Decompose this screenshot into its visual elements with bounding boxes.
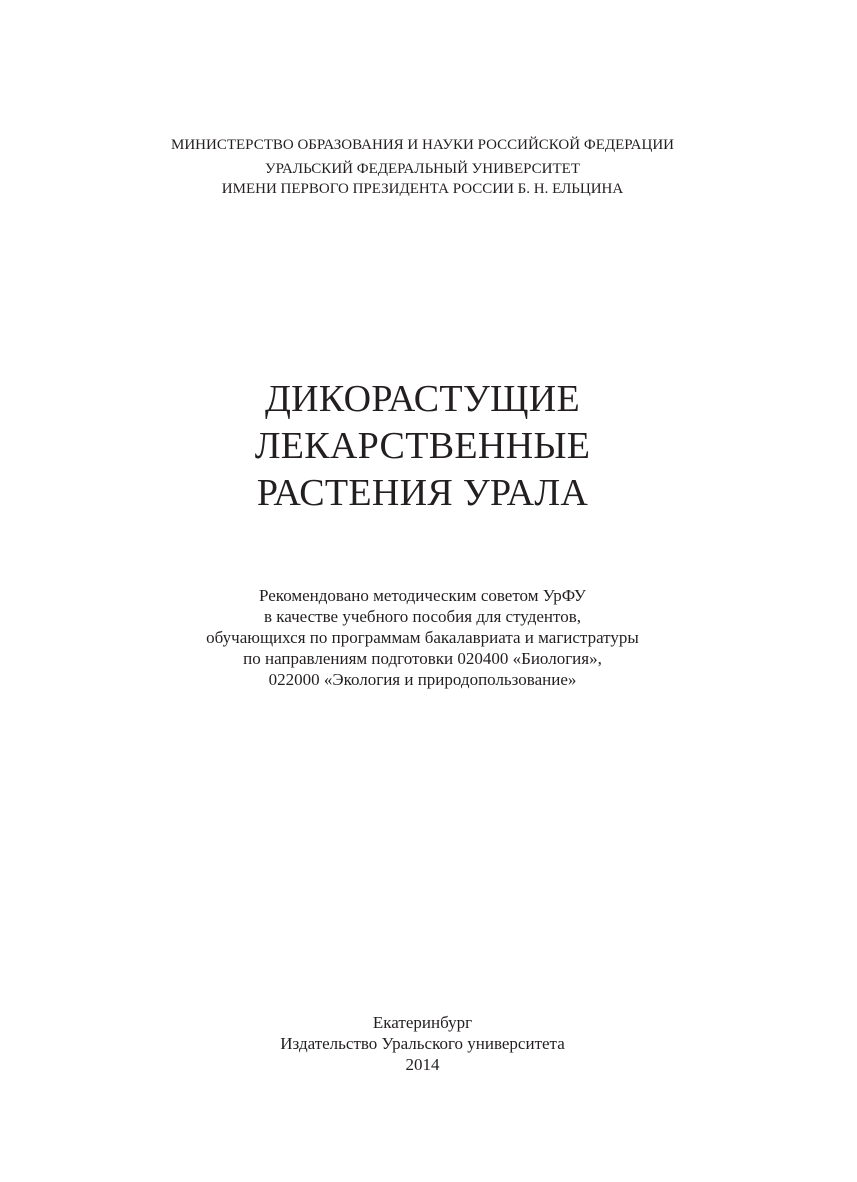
book-title	[0, 376, 845, 517]
university-name-line-2: ИМЕНИ ПЕРВОГО ПРЕЗИДЕНТА РОССИИ Б. Н. ЕЛЬЦИНА	[221, 181, 624, 197]
imprint-city: Екатеринбург	[372, 1013, 473, 1032]
recommendation-line-1: Рекомендовано методическим советом УрФУ	[259, 586, 586, 605]
recommendation-line-3: обучающихся по программам бакалавриата и магистратуры	[206, 628, 639, 647]
institution-header	[0, 135, 845, 199]
university-name-line-1: УРАЛЬСКИЙ ФЕДЕРАЛЬНЫЙ УНИВЕРСИТЕТ	[265, 161, 580, 177]
recommendation-line-4: по направлениям подготовки 020400 «Биология»,	[243, 649, 602, 668]
recommendation-line-5: 022000 «Экология и природопользование»	[268, 670, 577, 689]
imprint-year: 2014	[405, 1055, 440, 1074]
book-title-line-2: ЛЕКАРСТВЕННЫЕ	[254, 425, 591, 467]
publication-imprint	[0, 1012, 845, 1075]
ministry-name: МИНИСТЕРСТВО ОБРАЗОВАНИЯ И НАУКИ РОССИЙСКОЙ ФЕДЕРАЦИИ	[171, 137, 674, 153]
book-title-line-3: РАСТЕНИЯ УРАЛА	[256, 472, 589, 514]
imprint-publisher: Издательство Уральского университета	[280, 1034, 565, 1053]
recommendation-line-2: в качестве учебного пособия для студентов,	[263, 607, 582, 626]
recommendation-note	[0, 585, 845, 690]
book-title-line-1: ДИКОРАСТУЩИЕ	[264, 378, 581, 420]
